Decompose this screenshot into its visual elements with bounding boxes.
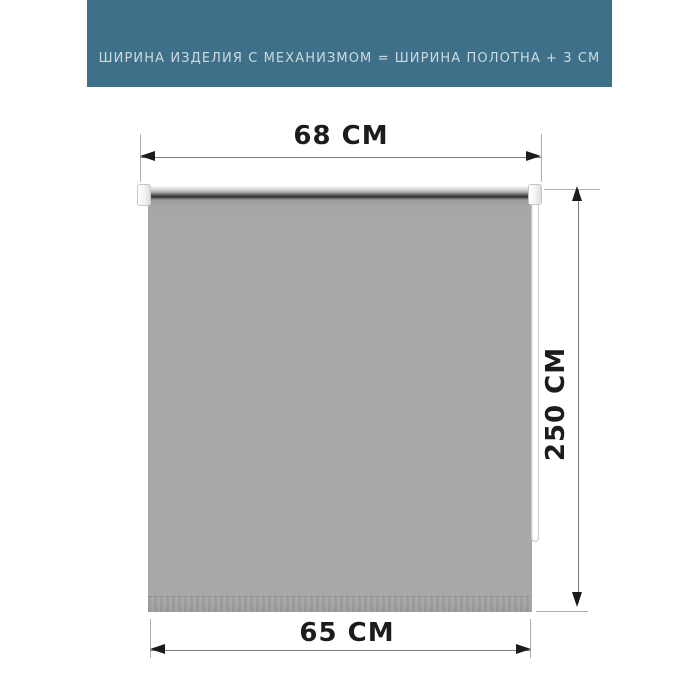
height-label: 250 СМ — [541, 346, 571, 462]
roller-tube — [149, 186, 531, 200]
bracket-left — [137, 184, 151, 206]
arrowhead-up-icon — [572, 186, 582, 201]
pull-chain — [531, 200, 539, 542]
extension-line — [541, 134, 542, 182]
arrowhead-down-icon — [572, 592, 582, 607]
dimension-line — [150, 650, 531, 651]
fabric-hem — [148, 596, 532, 612]
dimension-line — [140, 157, 541, 158]
fabric-width-label: 65 СМ — [299, 618, 395, 648]
arrowhead-right-icon — [526, 151, 541, 161]
arrowhead-right-icon — [516, 644, 531, 654]
arrowhead-left-icon — [140, 151, 155, 161]
width-with-mechanism-label: 68 СМ — [293, 121, 389, 151]
blind-fabric — [148, 198, 532, 612]
arrowhead-left-icon — [150, 644, 165, 654]
extension-line — [536, 611, 588, 612]
banner-text: ШИРИНА ИЗДЕЛИЯ С МЕХАНИЗМОМ = ШИРИНА ПОЛОТНА + 3 СМ — [98, 51, 601, 67]
dimension-line — [578, 190, 579, 603]
info-banner — [87, 0, 612, 87]
bracket-right — [528, 184, 542, 205]
